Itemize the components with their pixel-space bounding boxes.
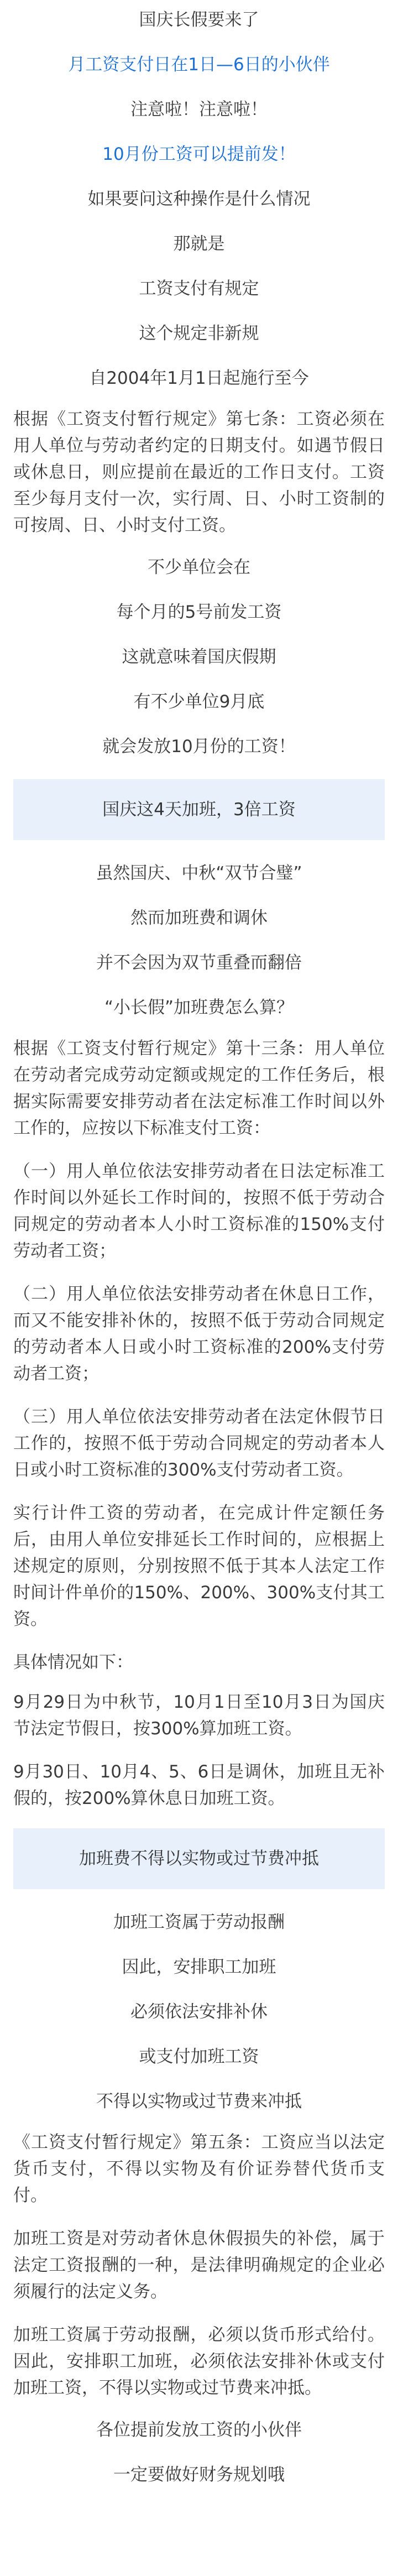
paragraph-conclusion: 加班工资属于劳动报酬，必须以货币形式给付。因此，安排职工加班，必须依法安排补休或支付加班工资，不得以实物或过节费来冲抵。 (13, 2325, 385, 2398)
pay-line-or-pay: 或支付加班工资 (139, 2047, 259, 2067)
overtime-line-not-doubled: 并不会因为双节重叠而翻倍 (96, 953, 302, 973)
pay-line-arrange-overtime: 因此，安排职工加班 (122, 1957, 276, 1977)
intro-line-rule: 工资支付有规定 (139, 279, 259, 299)
mid-line-means: 这就意味着国庆假期 (122, 647, 276, 667)
intro-line-payday: 月工资支付日在1日—6日的小伙伴 (68, 55, 330, 75)
paragraph-item-3: （三）用人单位依法安排劳动者在法定休假节日工作的，按照不低于劳动合同规定的劳动者本人日或小时工资标准的300%支付劳动者工资。 (13, 1407, 385, 1480)
paragraph-item-1: （一）用人单位依法安排劳动者在日法定标准工作时间以外延长工作时间的，按照不低于劳动合同规定的劳动者本人小时工资标准的150%支付劳动者工资； (13, 1161, 385, 1261)
section-banner-no-substitute: 加班费不得以实物或过节费冲抵 (13, 1828, 385, 1889)
mid-line-many-units: 不少单位会在 (148, 557, 250, 577)
overtime-line-double-festival: 虽然国庆、中秋“双节合璧” (96, 863, 302, 883)
section-banner-triple-pay: 国庆这4天加班，3倍工资 (13, 779, 385, 840)
paragraph-detail-2: 9月30日、10月4、5、6日是调休，加班且无补假的，按200%算休息日加班工资。 (13, 1762, 385, 1808)
paragraph-item-2: （二）用人单位依法安排劳动者在休息日工作，而又不能安排补休的，按照不低于劳动合同规定的劳动者本人日或小时工资标准的200%支付劳动者工资； (13, 1284, 385, 1384)
paragraph-compensation: 加班工资是对劳动者休息休假损失的补偿，属于法定工资报酬的一种，是法律明确规定的企业必须履行的法定义务。 (13, 2229, 385, 2302)
intro-line-holiday: 国庆长假要来了 (139, 10, 259, 30)
overtime-line-how-calculated: “小长假”加班费怎么算？ (104, 998, 294, 1018)
overtime-line-pay-and-leave: 然而加班费和调休 (130, 908, 268, 928)
intro-line-question: 如果要问这种操作是什么情况 (87, 189, 311, 209)
mid-line-end-september: 有不少单位9月底 (133, 692, 265, 712)
outro-line-early-salary: 各位提前发放工资的小伙伴 (96, 2420, 302, 2440)
pay-line-no-goods: 不得以实物或过节费来冲抵 (96, 2092, 302, 2111)
paragraph-detail-1: 9月29日为中秋节，10月1日至10月3日为国庆节法定节假日，按300%算加班工资。 (13, 1692, 385, 1739)
outro-line-financial-plan: 一定要做好财务规划哦 (113, 2465, 285, 2485)
pay-line-labor-remuneration: 加班工资属于劳动报酬 (113, 1912, 285, 1932)
pay-line-compensatory-leave: 必须依法安排补休 (130, 2002, 268, 2022)
intro-line-attention: 注意啦！注意啦！ (130, 100, 268, 119)
intro-line-that-is: 那就是 (173, 234, 225, 254)
paragraph-article-5: 《工资支付暂行规定》第五条：工资应当以法定货币支付，不得以实物及有价证券替代货币支付。 (13, 2132, 385, 2205)
intro-line-not-new: 这个规定非新规 (139, 324, 259, 343)
mid-line-october-salary: 就会发放10月份的工资！ (102, 737, 296, 757)
paragraph-article-13: 根据《工资支付暂行规定》第十三条：用人单位在劳动者完成劳动定额或规定的工作任务后，根据实际需要安排劳动者在法定标准工作时间以外工作的，应按以下标准支付工资： (13, 1039, 385, 1138)
paragraph-details-title: 具体情况如下： (13, 1652, 133, 1672)
paragraph-piecework: 实行计件工资的劳动者，在完成计件定额任务后，由用人单位安排延长工作时间的，应根据上述规定的原则，分别按照不低于其本人法定工作时间计件单价的150%、200%、300%支付其工资。 (13, 1503, 385, 1629)
intro-line-since-2004: 自2004年1月1日起施行至今 (89, 368, 309, 388)
intro-line-early-pay: 10月份工资可以提前发！ (102, 144, 296, 164)
mid-line-before-5th: 每个月的5号前发工资 (116, 602, 282, 622)
paragraph-article-7: 根据《工资支付暂行规定》第七条：工资必须在用人单位与劳动者约定的日期支付。如遇节假日或休息日，则应提前在最近的工作日支付。工资至少每月支付一次，实行周、日、小时工资制的可按周、日、小时支付工资。 (13, 409, 385, 535)
